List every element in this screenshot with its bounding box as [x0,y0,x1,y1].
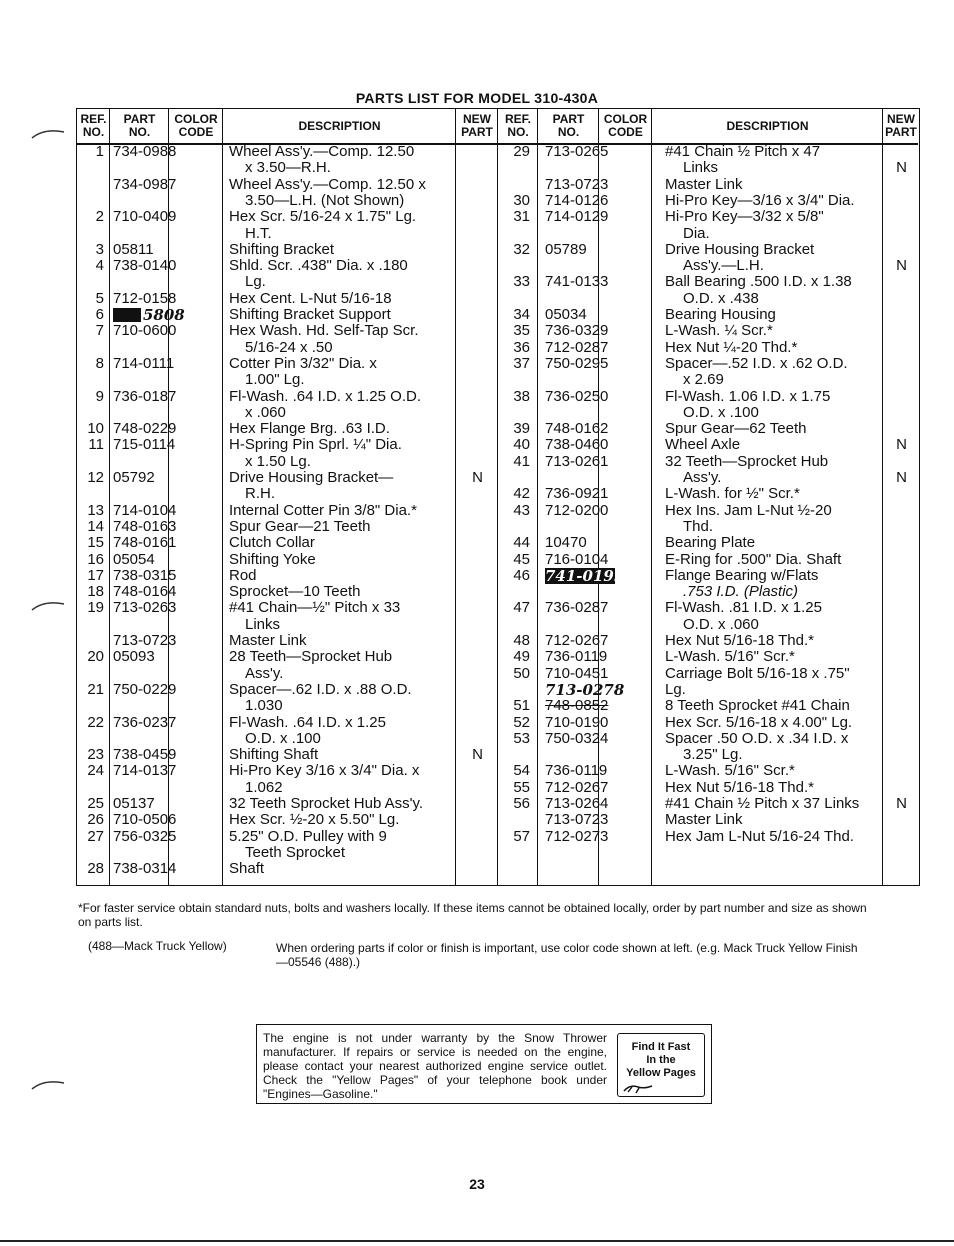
description: Fl-Wash. .64 I.D. x 1.25 [229,713,386,731]
ref-no: 50 [513,664,530,682]
description: Cotter Pin 3/32" Dia. x [229,354,377,372]
ref-no: 20 [87,648,104,666]
new-part: N [472,746,483,764]
description: Hex Flange Brg. .63 I.D. [229,420,390,438]
part-no: 738-0460 [545,436,609,454]
header-part: PART NO. [552,112,585,139]
description: O.D. x .100 [683,403,759,421]
new-part: N [896,257,907,275]
part-no: 712-0200 [545,501,609,519]
part-no: 736-0250 [545,387,609,405]
part-no: 714-0111 [113,354,175,372]
description: Hi-Pro Key 3/16 x 3/4" Dia. x [229,762,420,780]
bottom-rule [0,1240,954,1242]
part-no: 750-0324 [545,729,609,747]
part-no: 716-0104 [545,550,609,568]
part-no: 710-0451 [545,664,609,682]
ref-no: 16 [87,550,104,568]
description: Sprocket—10 Teeth [229,583,361,601]
new-part: N [896,436,907,454]
ref-no: 4 [95,257,104,275]
description: 8 Teeth Sprocket #41 Chain [665,697,850,715]
ref-no: 28 [87,860,104,878]
ref-no: 6 [95,306,104,323]
ref-no: 24 [87,762,104,780]
description: Drive Housing Bracket— [229,469,394,486]
description: Wheel Ass'y.—Comp. 12.50 x [229,175,426,193]
part-no: 710-0600 [113,322,177,340]
part-no: 714-0126 [545,191,609,209]
part-no: 712-0267 [545,632,609,649]
header-ref: REF. NO. [504,112,531,139]
description: Ass'y.—L.H. [683,257,764,275]
ref-no: 43 [513,501,530,519]
part-no: 714-0104 [113,501,177,519]
ref-no: 3 [95,240,104,258]
ref-no: 8 [95,354,104,372]
ref-no: 37 [513,354,530,372]
ref-no: 17 [87,566,104,584]
part-no: 05811 [113,240,154,258]
description: H-Spring Pin Sprl. ¼" Dia. [229,436,402,454]
ref-no: 53 [513,729,530,747]
description: Shld. Scr. .438" Dia. x .180 [229,257,408,275]
ref-no: 48 [513,632,530,649]
description: x 3.50—R.H. [245,159,331,177]
description: 5/16-24 x .50 [245,338,333,356]
warranty-text: The engine is not under warranty by the Snow Thrower manufacturer. If repairs or service is needed on the engine, please contact your nearest authorized engine service outlet. Check the "Yellow Pages" of your telephone book under "Engines—Gasoline." [263,1031,607,1101]
ref-no: 54 [513,762,530,780]
description: 3.25" Lg. [683,746,743,764]
description: Hex Nut 5/16-18 Thd.* [665,632,814,649]
ref-no: 40 [513,436,530,454]
part-no: 748-0164 [113,583,177,601]
description: .753 I.D. (Plastic) [683,583,799,601]
description: E-Ring for .500" Dia. Shaft [665,550,842,568]
description: Hex Jam L-Nut 5/16-24 Thd. [665,827,854,845]
part-no: 734-0988 [113,143,177,160]
description: 3.50—L.H. (Not Shown) [245,191,405,209]
ref-no: 49 [513,648,530,666]
part-no: 10470 [545,534,587,552]
description: Bearing Plate [665,534,756,552]
part-no: 736-0187 [113,387,177,405]
ref-no: 41 [513,452,530,470]
description: 1.030 [245,697,283,715]
part-no: 712-0158 [113,289,177,307]
ref-no: 42 [513,485,530,503]
ref-no: 7 [95,322,104,340]
ref-no: 1 [95,143,104,160]
ref-no: 30 [513,191,530,209]
part-no: 736-0237 [113,713,177,731]
description: Clutch Collar [229,534,315,552]
binder-hole-mark [30,600,66,612]
ref-no: 29 [513,143,530,160]
ref-no: 14 [87,517,104,535]
ref-no: 22 [87,713,104,731]
ref-no: 52 [513,713,530,731]
description: Teeth Sprocket [245,843,346,861]
description: Hex Ins. Jam L-Nut ½-20 [665,501,832,519]
description: Fl-Wash. .64 I.D. x 1.25 O.D. [229,387,421,405]
description: Master Link [229,632,307,649]
ref-no: 21 [87,680,104,698]
part-no: 736-0119 [545,762,608,780]
description: Wheel Ass'y.—Comp. 12.50 [229,143,415,160]
ref-no: 27 [87,827,104,845]
description: Spacer—.52 I.D. x .62 O.D. [665,354,848,372]
new-part: N [896,795,907,812]
ref-no: 57 [513,827,530,845]
part-no: 712-0273 [545,827,609,845]
part-no: 736-0287 [545,599,609,617]
header-new: NEW PART [461,112,493,139]
ref-no: 44 [513,534,530,552]
part-no: 748-0852 [545,697,609,715]
header-ref: REF. NO. [80,112,107,139]
description: Hex Scr. ½-20 x 5.50" Lg. [229,811,400,829]
description: Hi-Pro Key—3/32 x 5/8" [665,208,824,226]
header-color: COLOR CODE [603,112,648,139]
description: Spur Gear—62 Teeth [665,420,807,438]
description: Shifting Yoke [229,550,316,568]
description: O.D. x .100 [245,729,321,747]
binder-hole-mark [30,1079,66,1091]
description: Flange Bearing w/Flats [665,566,819,584]
part-no: 713-0265 [545,143,609,160]
part-no: 05137 [113,795,155,812]
header-description: DESCRIPTION [298,118,381,133]
part-no: 748-0161 [113,534,177,552]
page-title: PARTS LIST FOR MODEL 310-430A [355,90,599,106]
description: Hi-Pro Key—3/16 x 3/4" Dia. [665,191,855,209]
new-part: N [896,159,907,177]
ref-no: 5 [95,289,104,307]
description: L-Wash. for ½" Scr.* [665,485,800,503]
description: Thd. [683,517,714,535]
description: L-Wash. 5/16" Scr.* [665,762,795,780]
description: O.D. x .438 [683,289,759,307]
description: Master Link [665,811,743,829]
part-no: 713-0278 [545,680,625,699]
part-no: 738-0314 [113,860,177,878]
part-no: 736-0329 [545,322,609,340]
description: Lg. [665,680,686,698]
binder-hole-mark [30,128,66,140]
walking-fingers-icon [622,1082,656,1094]
part-no: 748-0163 [113,517,177,535]
description: 1.00" Lg. [245,371,305,389]
description: Spur Gear—21 Teeth [229,517,371,535]
part-no: 05792 [113,469,155,486]
part-no: 738-0459 [113,746,177,764]
description: Hex Cent. L-Nut 5/16-18 [229,289,392,307]
description: Hex Nut 5/16-18 Thd.* [665,778,814,796]
part-no: 736-0119 [545,648,608,666]
part-no: 756-0325 [113,827,177,845]
description: Hex Scr. 5/16-18 x 4.00" Lg. [665,713,853,731]
description: #41 Chain ½ Pitch x 37 Links [665,795,860,812]
description: L-Wash. 5/16" Scr.* [665,648,795,666]
description: 32 Teeth—Sprocket Hub [665,452,829,470]
ref-no: 23 [87,746,104,764]
description: Shifting Bracket [229,240,335,258]
part-no: 741-0133 [545,273,609,291]
description: x 2.69 [683,371,724,389]
footnote: *For faster service obtain standard nuts, bolts and washers locally. If these items cannot be obtained locally, order by part number and size as shown on parts list. [78,901,867,929]
ref-no: 32 [513,240,530,258]
ref-no: 26 [87,811,104,829]
description: Spacer .50 O.D. x .34 I.D. x [665,729,849,747]
ref-no: 56 [513,795,530,812]
part-no: 710-0190 [545,713,609,731]
ref-no: 36 [513,338,530,356]
part-no: 714-0129 [545,208,609,226]
part-no: 05093 [113,648,155,666]
part-no: 750-0295 [545,354,609,372]
yellow-pages-logo: Find It Fast In the Yellow Pages [617,1033,705,1097]
description: Bearing Housing [665,306,776,323]
part-no: 738-0315 [113,566,177,584]
ref-no: 13 [87,501,104,519]
description: Shifting Shaft [229,746,319,764]
ref-no: 39 [513,420,530,438]
ref-no: 25 [87,795,104,812]
header-description: DESCRIPTION [726,118,809,133]
description: Hex Scr. 5/16-24 x 1.75" Lg. [229,208,417,226]
description: Ball Bearing .500 I.D. x 1.38 [665,273,852,291]
part-no: 748-0162 [545,420,609,438]
description: Ass'y. [245,664,284,682]
description: Links [683,159,719,177]
part-no: 736-0921 [545,485,609,503]
color-note-key: (488—Mack Truck Yellow) [88,939,227,953]
description: Carriage Bolt 5/16-18 x .75" [665,664,850,682]
description: 5.25" O.D. Pulley with 9 [229,827,387,845]
part-no: 738-0140 [113,257,177,275]
ref-no: 19 [87,599,104,617]
description: Dia. [683,224,710,242]
ref-no: 34 [513,306,530,323]
ref-no: 47 [513,599,530,617]
description: Fl-Wash. 1.06 I.D. x 1.75 [665,387,831,405]
description: Links [245,615,281,633]
ref-no: 45 [513,550,530,568]
part-no: 710-0506 [113,811,177,829]
description: x 1.50 Lg. [245,452,311,470]
description: Rod [229,566,257,584]
description: R.H. [245,485,275,503]
part-no: 713-0723 [113,632,177,649]
redaction-mark [113,308,141,322]
description: L-Wash. ¼ Scr.* [665,322,773,340]
part-no: 713-0723 [545,175,609,193]
warranty-box [256,1024,712,1104]
description: 28 Teeth—Sprocket Hub [229,648,393,666]
ref-no: 11 [88,436,104,454]
page-number: 23 [469,1176,485,1192]
ref-no: 51 [513,697,530,715]
ref-no: 18 [87,583,104,601]
header-color: COLOR CODE [174,112,218,139]
new-part: N [472,469,483,486]
part-no: 748-0229 [113,420,177,438]
description: H.T. [245,224,272,242]
part-no: 714-0137 [113,762,177,780]
color-note-text: When ordering parts if color or finish is important, use color code shown at left. (e.g. Mack Truck Yellow Finish—05546 (488).) [276,941,858,969]
part-no: 05034 [545,306,587,323]
part-no: 712-0267 [545,778,609,796]
ref-no: 2 [95,208,104,226]
description: Hex Wash. Hd. Self-Tap Scr. [229,322,419,340]
ref-no: 33 [513,273,530,291]
description: x .060 [245,403,286,421]
part-no: 710-0409 [113,208,177,226]
description: Shaft [229,860,265,878]
description: Drive Housing Bracket [665,240,815,258]
part-no: 712-0287 [545,338,609,356]
description: Spacer—.62 I.D. x .88 O.D. [229,680,412,698]
part-no: 713-0264 [545,795,609,812]
col-rule [456,109,498,885]
part-no: 734-0987 [113,175,177,193]
part-no: 713-0263 [113,599,177,617]
new-part: N [896,469,907,486]
description: Ass'y. [683,469,722,486]
ref-no: 55 [513,778,530,796]
description: Shifting Bracket Support [229,306,391,323]
header-part: PART NO. [123,112,156,139]
part-no: 713-0723 [545,811,609,829]
description: Wheel Axle [665,436,741,454]
part-no: 750-0229 [113,680,177,698]
part-no: 05789 [545,240,587,258]
ref-no: 9 [95,387,104,405]
description: #41 Chain ½ Pitch x 47 [665,143,821,160]
description: Master Link [665,175,743,193]
part-no: 713-0261 [545,452,609,470]
description: #41 Chain—½" Pitch x 33 [229,599,401,617]
header-new: NEW PART [885,112,917,139]
description: Fl-Wash. .81 I.D. x 1.25 [665,599,822,617]
part-no: 741-0199 [545,566,625,585]
ref-no: 12 [87,469,104,486]
description: Lg. [245,273,266,291]
description: Hex Nut ¼-20 Thd.* [665,338,798,356]
description: 1.062 [245,778,283,796]
part-no: 715-0114 [113,436,176,454]
part-no: 05054 [113,550,155,568]
ref-no: 38 [513,387,530,405]
ref-no: 15 [87,534,104,552]
ref-no: 35 [513,322,530,340]
ref-no: 31 [513,208,530,226]
ref-no: 46 [513,566,530,584]
description: O.D. x .060 [683,615,759,633]
description: 32 Teeth Sprocket Hub Ass'y. [229,795,424,812]
ref-no: 10 [87,420,104,438]
description: Internal Cotter Pin 3/8" Dia.* [229,501,417,519]
part-no: 5808 [113,307,187,323]
parts-table [76,108,920,886]
